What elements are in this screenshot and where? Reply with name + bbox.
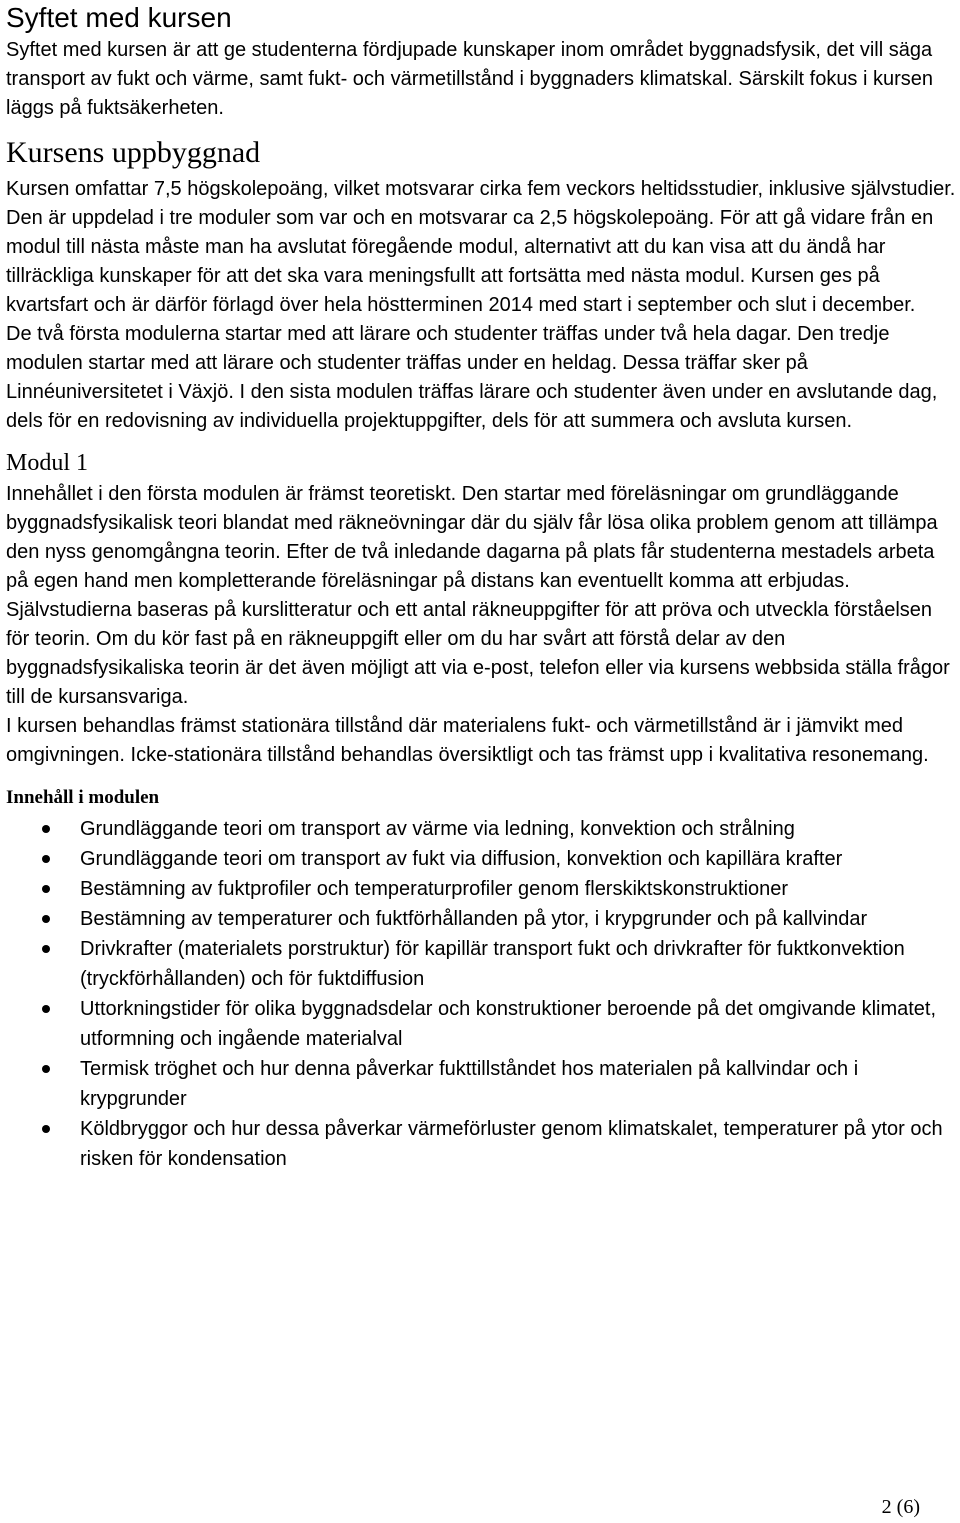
list-item bbox=[6, 994, 956, 1054]
page-number: 2 (6) bbox=[881, 1496, 920, 1518]
bullet-icon bbox=[42, 855, 50, 863]
bullet-icon bbox=[42, 1125, 50, 1133]
heading-syftet: Syftet med kursen bbox=[6, 2, 232, 33]
list-item bbox=[6, 874, 956, 904]
syftet-paragraph: Syftet med kursen är att ge studenterna fördjupade kunskaper inom området byggnadsfysik, det vill säga transport av fukt och värme, samt fukt- och värmetillstånd i byggnaders klimatskal. Särskilt fokus i kursen läggs på fuktsäkerheten. bbox=[6, 39, 934, 119]
list-item-text: Grundläggande teori om transport av värme via ledning, konvektion och strålning bbox=[80, 818, 795, 840]
uppbyggnad-paragraph-2: De två första modulerna startar med att lärare och studenter träffas under två hela dagar. Den tredje modulen startar med att lärare och studenter träffas under en heldag. Dessa träffar sker på Linnéuniversitetet i Växjö. I den sista modulen träffas lärare och studenter även under en avslutande dag, dels för en redovisning av individuella projektuppgifter, dels för att summera och avsluta kursen. bbox=[6, 323, 938, 432]
content-list bbox=[6, 814, 956, 1174]
bullet-icon bbox=[42, 1065, 50, 1073]
uppbyggnad-sentence-2: Den är uppdelad i tre moduler som var och en motsvarar ca 2,5 högskolepoäng. bbox=[6, 207, 715, 229]
heading-kursens-uppbyggnad: Kursens uppbyggnad bbox=[6, 136, 261, 169]
list-item bbox=[6, 904, 956, 934]
uppbyggnad-sentence-3: För att gå vidare från en modul till nästa måste man ha avslutat föregående modul, alternativt att du kan visa att du ändå har tillräckliga kunskaper för att det ska vara meningsfullt att fortsätta med nästa modul. bbox=[6, 207, 934, 287]
bullet-icon bbox=[42, 915, 50, 923]
list-item bbox=[6, 934, 956, 994]
modul1-paragraph-2: I kursen behandlas främst stationära tillstånd där materialens fukt- och värmetillstånd är i jämvikt med omgivningen. Icke-stationära tillstånd behandlas översiktligt och tas främst upp i kvalitativa resonemang. bbox=[6, 715, 929, 766]
uppbyggnad-sentence-1: Kursen omfattar 7,5 högskolepoäng, vilket motsvarar cirka fem veckors heltidsstudier, inklusive självstudier. bbox=[6, 178, 956, 200]
heading-modul-1: Modul 1 bbox=[6, 450, 89, 476]
list-item-text: Bestämning av temperaturer och fuktförhållanden på ytor, i krypgrunder och på kallvindar bbox=[80, 908, 868, 930]
list-item-text: Drivkrafter (materialets porstruktur) för kapillär transport fukt och drivkrafter för fuktkonvektion (tryckförhållanden) och för fuktdiffusion bbox=[80, 938, 905, 990]
uppbyggnad-sentence-4: Kursen ges på kvartsfart och är därför förlagd över hela höstterminen 2014 med start i september och slut i december. bbox=[6, 265, 916, 316]
document-page bbox=[6, 0, 956, 1174]
bullet-icon bbox=[42, 1005, 50, 1013]
list-item-text: Köldbryggor och hur dessa påverkar värmeförluster genom klimatskalet, temperaturer på ytor och risken för kondensation bbox=[80, 1118, 943, 1170]
list-item bbox=[6, 1054, 956, 1114]
list-item-text: Bestämning av fuktprofiler och temperaturprofiler genom flerskiktskonstruktioner bbox=[80, 878, 789, 900]
list-item-text: Grundläggande teori om transport av fukt via diffusion, konvektion och kapillära krafter bbox=[80, 848, 843, 870]
list-item-text: Uttorkningstider för olika byggnadsdelar och konstruktioner beroende på det omgivande klimatet, utformning och ingående materialval bbox=[80, 998, 937, 1050]
bullet-icon bbox=[42, 825, 50, 833]
list-item bbox=[6, 814, 956, 844]
uppbyggnad-paragraph-1 bbox=[6, 175, 956, 320]
list-item bbox=[6, 844, 956, 874]
bullet-icon bbox=[42, 885, 50, 893]
heading-innehall-i-modulen: Innehåll i modulen bbox=[6, 787, 160, 808]
list-item-text: Termisk tröghet och hur denna påverkar fukttillståndet hos materialen på kallvindar och i krypgrunder bbox=[80, 1058, 859, 1110]
bullet-icon bbox=[42, 945, 50, 953]
list-item bbox=[6, 1114, 956, 1174]
modul1-paragraph-1: Innehållet i den första modulen är främst teoretiskt. Den startar med föreläsningar om grundläggande byggnadsfysikalisk teori blandat med räkneövningar där du själv får lösa olika problem genom att tillämpa den nyss genomgångna teorin. Efter de två inledande dagarna på plats får studenterna mestadels arbeta på egen hand men kompletterande föreläsningar på distans kan eventuellt komma att erbjudas. Självstudierna baseras på kurslitteratur och ett antal räkneuppgifter för att pröva och utveckla förståelsen för teorin. Om du kör fast på en räkneuppgift eller om du har svårt att förstå delar av den byggnadsfysikaliska teorin är det även möjligt att via e-post, telefon eller via kursens webbsida ställa frågor till de kursansvariga. bbox=[6, 483, 950, 708]
